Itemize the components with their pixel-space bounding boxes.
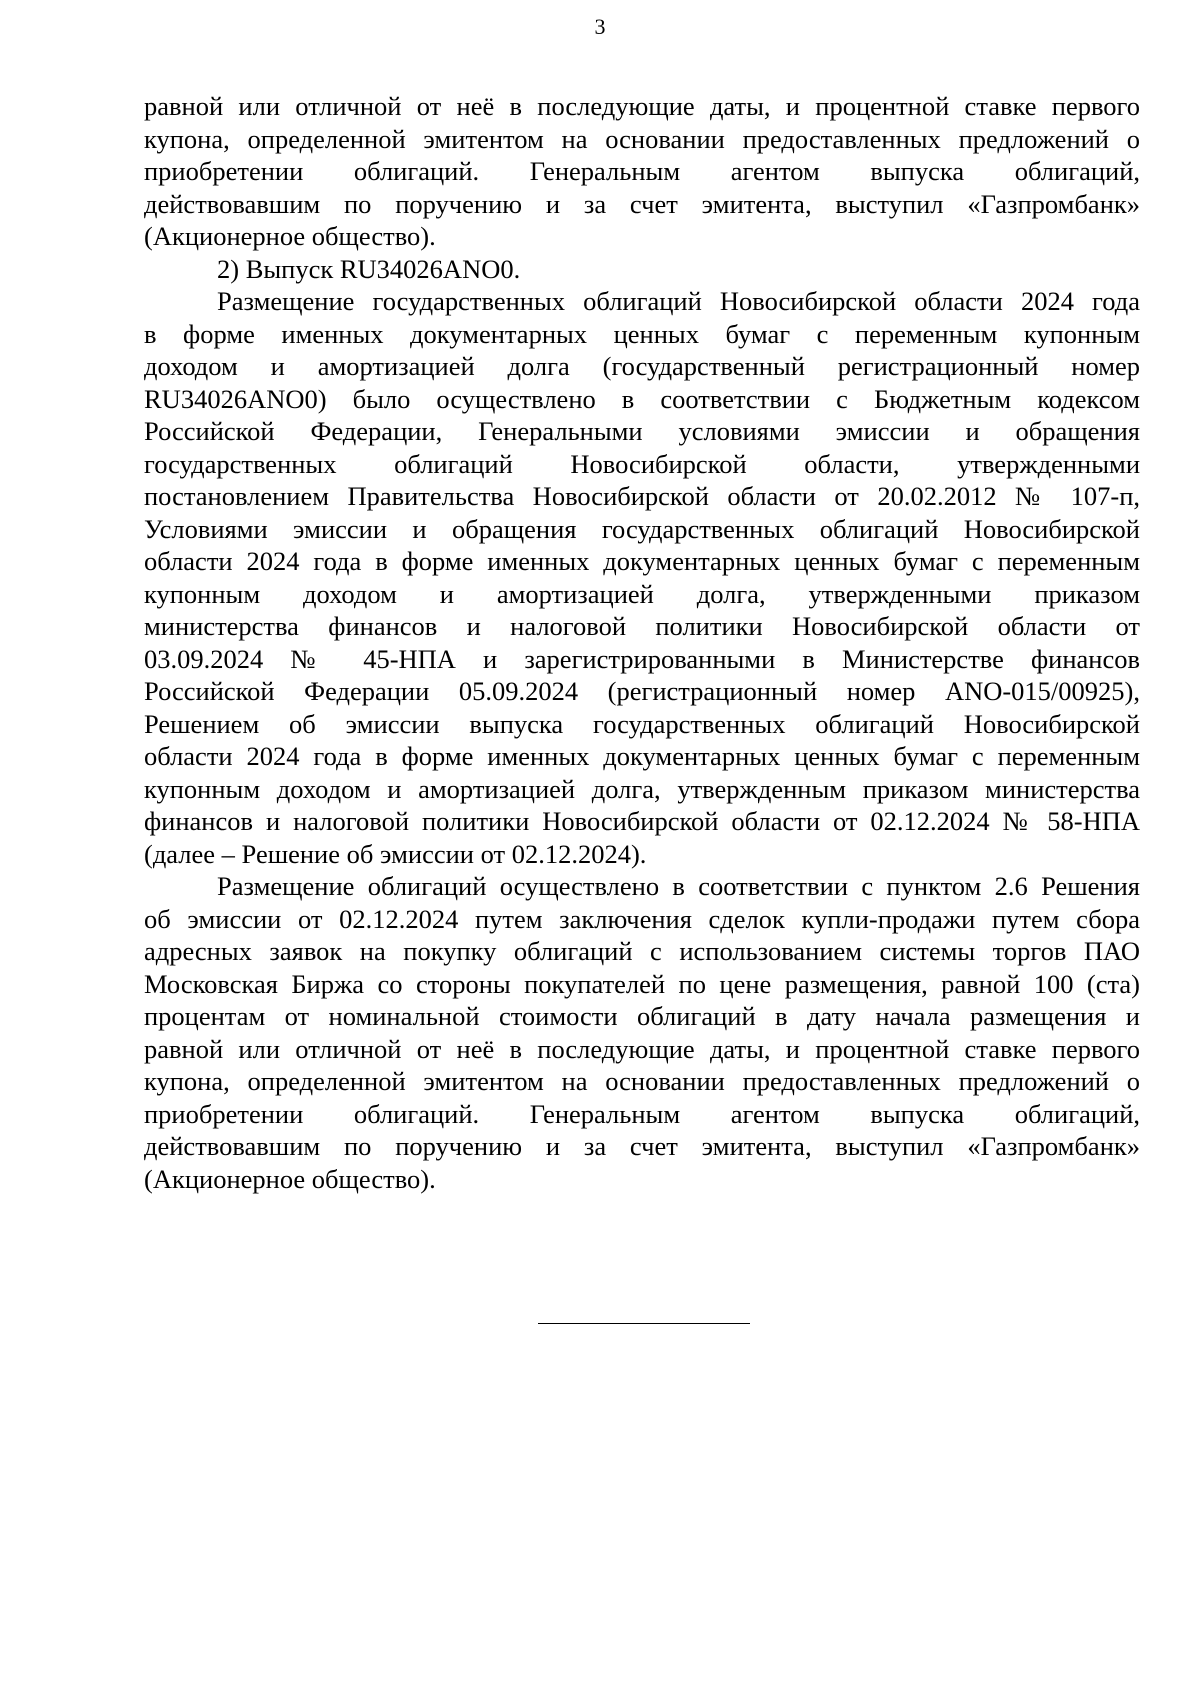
text-line: 03.09.2024 № 45-НПА и зарегистрированными в Министерстве финансов bbox=[144, 643, 1140, 674]
paragraph-placement-procedure bbox=[144, 870, 1140, 1195]
text-line: приобретении облигаций. Генеральным агентом выпуска облигаций, bbox=[144, 1098, 1140, 1129]
text-line: Условиями эмиссии и обращения государственных облигаций Новосибирской bbox=[144, 513, 1140, 544]
text-line: действовавшим по поручению и за счет эмитента, выступил «Газпромбанк» bbox=[144, 188, 1140, 219]
paragraph-issue-heading bbox=[144, 253, 1140, 286]
text-line: процентам от номинальной стоимости облигаций в дату начала размещения и bbox=[144, 1001, 1140, 1031]
text-line: государственных облигаций Новосибирской области, утвержденными bbox=[144, 448, 1140, 479]
text-line: Решением об эмиссии выпуска государственных облигаций Новосибирской bbox=[144, 708, 1140, 739]
text-line: купона, определенной эмитентом на основании предоставленных предложений о bbox=[144, 1066, 1140, 1096]
page-number: 3 bbox=[594, 14, 606, 39]
text-line: Московская Биржа со стороны покупателей по цене размещения, равной 100 (ста) bbox=[144, 968, 1140, 999]
text-line: в форме именных документарных ценных бумаг с переменным купонным bbox=[144, 318, 1140, 349]
text-line: постановлением Правительства Новосибирской области от 20.02.2012 № 107-п, bbox=[144, 481, 1140, 511]
text-line: адресных заявок на покупку облигаций с использованием системы торгов ПАО bbox=[144, 936, 1140, 966]
text-line: Российской Федерации 05.09.2024 (регистрационный номер ANO-015/00925), bbox=[144, 676, 1140, 706]
text-line: финансов и налоговой политики Новосибирской области от 02.12.2024 № 58-НПА bbox=[144, 806, 1140, 836]
text-line: об эмиссии от 02.12.2024 путем заключения сделок купли-продажи путем сбора bbox=[144, 903, 1140, 934]
issue-heading: 2) Выпуск RU34026ANO0. bbox=[217, 253, 521, 284]
text-line: равной или отличной от неё в последующие даты, и процентной ставке первого bbox=[144, 1033, 1140, 1064]
text-line: области 2024 года в форме именных документарных ценных бумаг с переменным bbox=[144, 546, 1140, 576]
text-line: (Акционерное общество). bbox=[144, 1163, 436, 1194]
closing-divider bbox=[538, 1323, 750, 1324]
text-line: Размещение государственных облигаций Новосибирской области 2024 года bbox=[217, 286, 1140, 316]
text-line: (Акционерное общество). bbox=[144, 221, 436, 251]
text-line: министерства финансов и налоговой политики Новосибирской области от bbox=[144, 611, 1140, 641]
text-line: (далее – Решение об эмиссии от 02.12.2024). bbox=[144, 838, 647, 869]
text-line: доходом и амортизацией долга (государственный регистрационный номер bbox=[144, 351, 1140, 381]
text-line: Российской Федерации, Генеральными условиями эмиссии и обращения bbox=[144, 416, 1140, 446]
text-line: приобретении облигаций. Генеральным агентом выпуска облигаций, bbox=[144, 156, 1140, 186]
text-line: купона, определенной эмитентом на основании предоставленных предложений о bbox=[144, 123, 1140, 154]
paragraph-continuation bbox=[144, 90, 1140, 253]
text-line: RU34026ANO0) было осуществлено в соответствии с Бюджетным кодексом bbox=[144, 383, 1140, 414]
document-body bbox=[144, 90, 1140, 1195]
text-line: равной или отличной от неё в последующие даты, и процентной ставке первого bbox=[144, 91, 1140, 121]
text-line: купонным доходом и амортизацией долга, утвержденным приказом министерства bbox=[144, 773, 1140, 804]
paragraph-placement-basis bbox=[144, 285, 1140, 870]
text-line: купонным доходом и амортизацией долга, утвержденными приказом bbox=[144, 578, 1140, 609]
text-line: области 2024 года в форме именных документарных ценных бумаг с переменным bbox=[144, 741, 1140, 771]
text-line: Размещение облигаций осуществлено в соответствии с пунктом 2.6 Решения bbox=[217, 871, 1140, 901]
text-line: действовавшим по поручению и за счет эмитента, выступил «Газпромбанк» bbox=[144, 1131, 1140, 1161]
